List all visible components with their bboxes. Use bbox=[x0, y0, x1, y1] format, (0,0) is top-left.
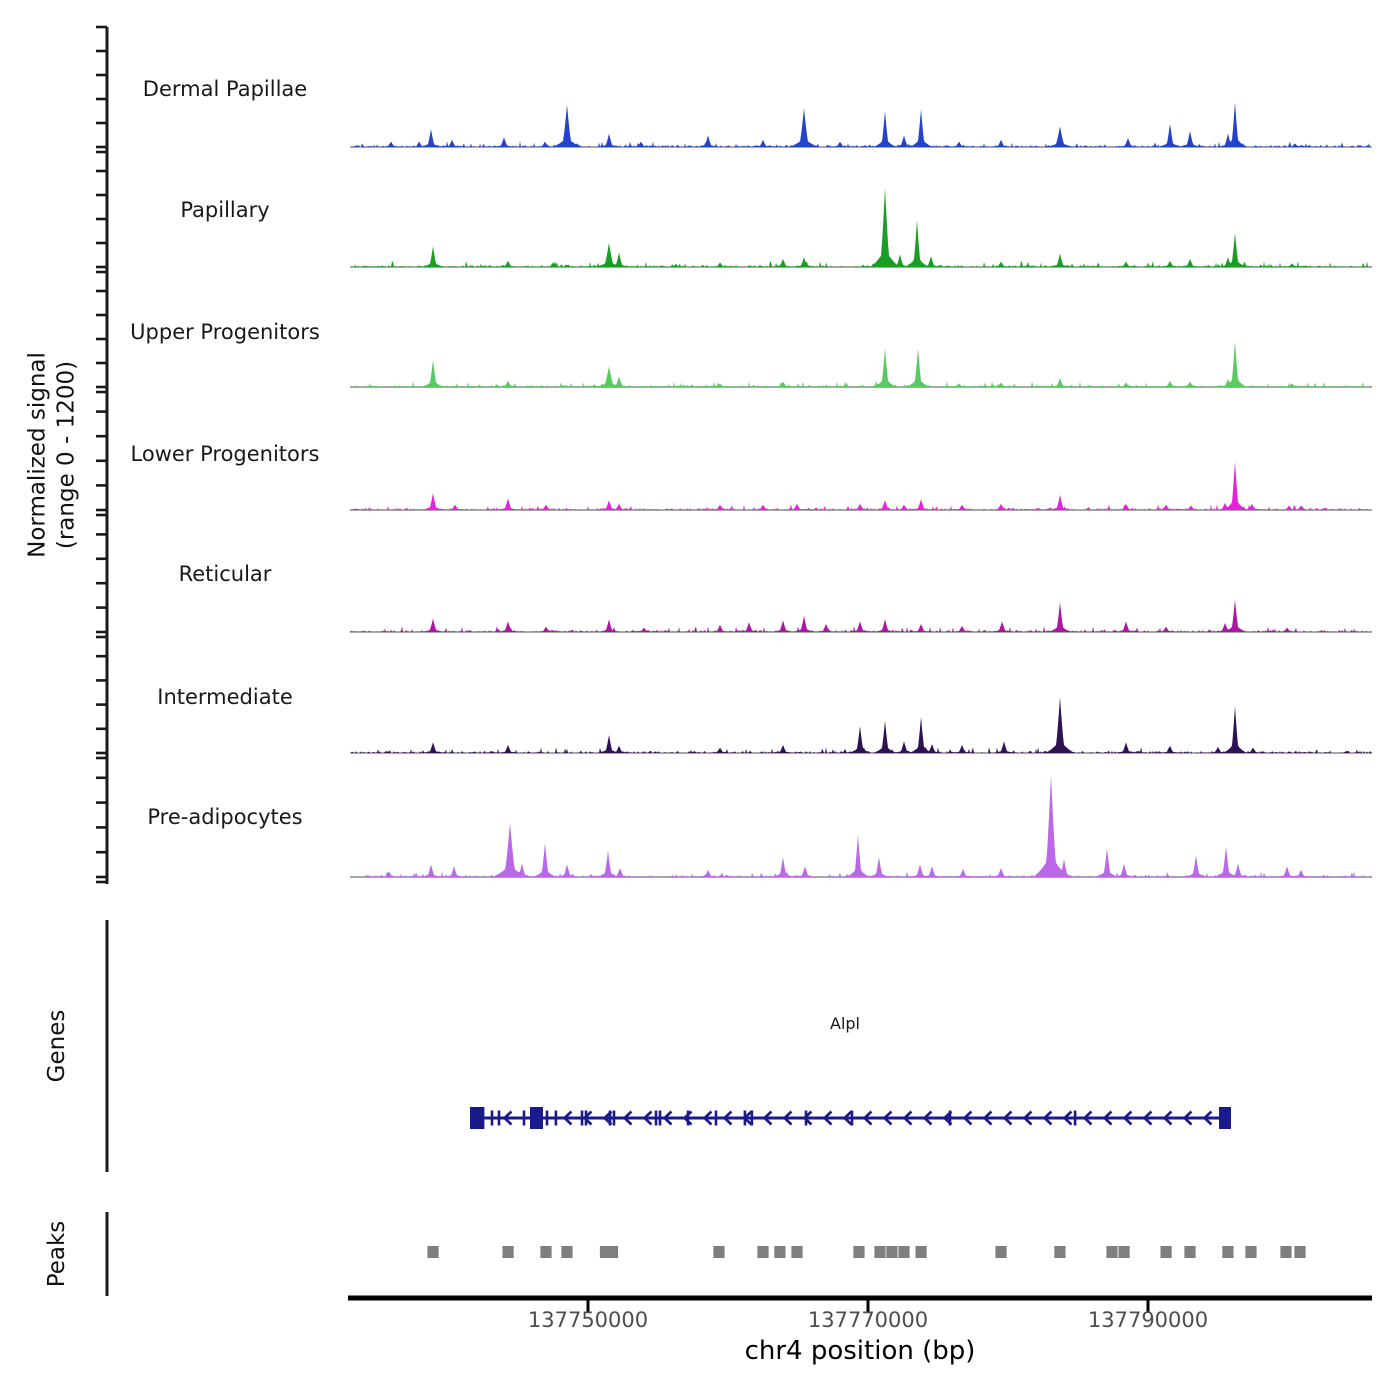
signal-area-6 bbox=[350, 775, 1372, 877]
y-axis-label-line2: (range 0 - 1200) bbox=[53, 360, 79, 550]
y-axis-label bbox=[23, 352, 81, 558]
peaks-track bbox=[427, 1246, 1305, 1258]
x-tick-label-137750000: 137750000 bbox=[527, 1308, 649, 1332]
track-label-lower-progenitors: Lower Progenitors bbox=[130, 442, 320, 466]
track-label-papillary: Papillary bbox=[180, 198, 270, 222]
track-label-reticular: Reticular bbox=[178, 562, 272, 586]
gene-name-label: Alpl bbox=[830, 1014, 860, 1033]
track-label-dermal-papillae: Dermal Papillae bbox=[142, 77, 308, 101]
x-tick-label-137770000: 137770000 bbox=[807, 1308, 929, 1332]
signal-area-5 bbox=[350, 697, 1372, 753]
signal-area-2 bbox=[350, 341, 1372, 387]
gene-model-alpl bbox=[470, 1107, 1231, 1129]
signal-tracks bbox=[350, 102, 1372, 877]
genes-section-label: Genes bbox=[44, 1009, 70, 1083]
track-label-upper-progenitors: Upper Progenitors bbox=[130, 320, 320, 344]
signal-area-3 bbox=[350, 461, 1372, 510]
track-label-intermediate: Intermediate bbox=[157, 685, 293, 709]
peaks-section-label: Peaks bbox=[44, 1220, 70, 1288]
track-label-pre-adipocytes: Pre-adipocytes bbox=[147, 805, 303, 829]
y-axis-label-line1: Normalized signal bbox=[24, 352, 51, 558]
signal-area-1 bbox=[350, 188, 1372, 267]
x-tick-label-137790000: 137790000 bbox=[1087, 1308, 1209, 1332]
signal-area-0 bbox=[350, 102, 1372, 147]
x-axis-label: chr4 position (bp) bbox=[744, 1336, 976, 1366]
signal-area-4 bbox=[350, 600, 1372, 632]
